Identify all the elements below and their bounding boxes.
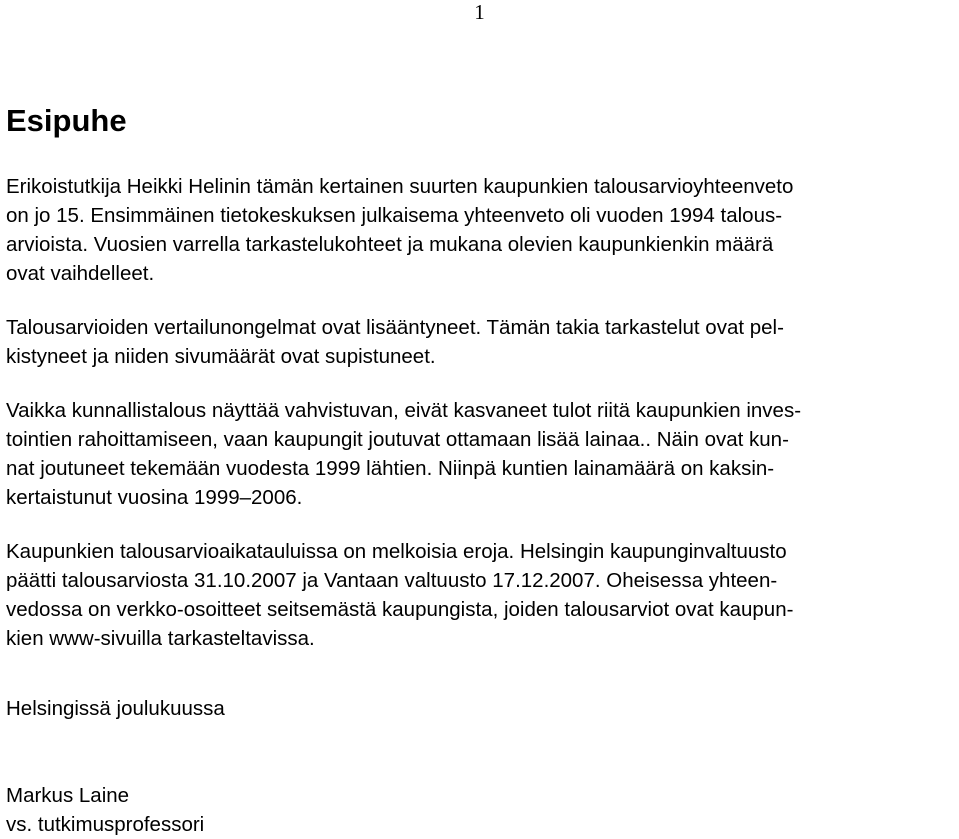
paragraph-4 [6,537,952,653]
signature-block [6,781,204,839]
paragraph-line: arvioista. Vuosien varrella tarkastelukohteet ja mukana olevien kaupunkienkin määrä [6,233,774,256]
page-number: 1 [474,0,485,24]
paragraph-line: Erikoistutkija Heikki Helinin tämän kertainen suurten kaupunkien talousarvioyhteenveto [6,175,794,198]
paragraph-2 [6,313,952,371]
paragraph-line: tointien rahoittamiseen, vaan kaupungit joutuvat ottamaan lisää lainaa.. Näin ovat kun- [6,428,789,451]
closing-place-date: Helsingissä joulukuussa [6,697,225,720]
paragraph-line: Vaikka kunnallistalous näyttää vahvistuvan, eivät kasvaneet tulot riitä kaupunkien inves- [6,399,802,422]
paragraph-line: ovat vaihdelleet. [6,262,155,285]
paragraph-1 [6,172,952,288]
paragraph-line: Kaupunkien talousarvioaikatauluissa on melkoisia eroja. Helsingin kaupunginvaltuusto [6,540,787,563]
paragraph-line: kien www-sivuilla tarkasteltavissa. [6,627,315,650]
paragraph-line: kistyneet ja niiden sivumäärät ovat supistuneet. [6,345,436,368]
paragraph-line: kertaistunut vuosina 1999–2006. [6,486,303,509]
preface-body [6,172,952,653]
paragraph-3 [6,396,952,512]
paragraph-line: päätti talousarviosta 31.10.2007 ja Vantaan valtuusto 17.12.2007. Oheisessa yhteen- [6,569,778,592]
signer-name: Markus Laine [6,784,130,807]
paragraph-line: nat joutuneet tekemään vuodesta 1999 lähtien. Niinpä kuntien lainamäärä on kaksin- [6,457,775,480]
signer-role: vs. tutkimusprofessori [6,813,205,836]
page-title: Esipuhe [6,103,127,138]
paragraph-line: on jo 15. Ensimmäinen tietokeskuksen julkaisema yhteenveto oli vuoden 1994 talous- [6,204,783,227]
paragraph-line: Talousarvioiden vertailunongelmat ovat lisääntyneet. Tämän takia tarkastelut ovat pel- [6,316,784,339]
paragraph-line: vedossa on verkko-osoitteet seitsemästä kaupungista, joiden talousarviot ovat kaupun- [6,598,794,621]
